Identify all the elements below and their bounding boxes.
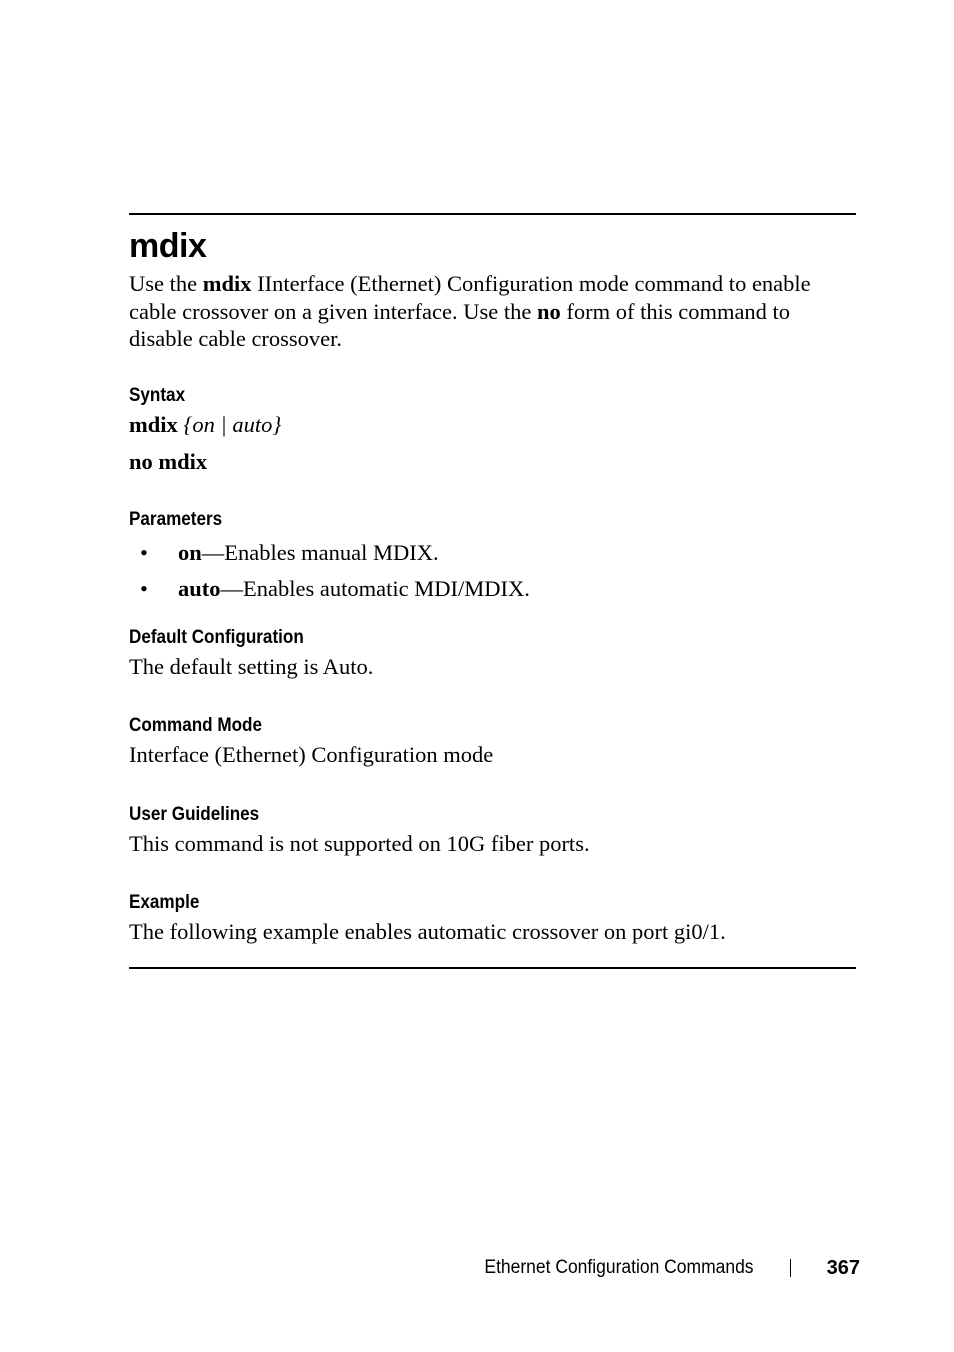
list-item: [129, 575, 856, 603]
user-guidelines-section: [129, 803, 856, 858]
bullet: •: [140, 576, 148, 601]
command-keyword: mdix: [202, 271, 252, 296]
example-heading: Example: [129, 892, 200, 913]
intro-paragraph: Use the mdix IInterface (Ethernet) Configuration mode command to enable cable crossover on a given interface. Use the no form of this command to disable cable crossover.: [129, 271, 811, 351]
user-guidelines-heading: User Guidelines: [129, 803, 260, 825]
page-number: 367: [826, 1256, 860, 1279]
param-term: auto: [178, 576, 221, 601]
param-desc: —Enables automatic MDI/MDIX.: [220, 576, 530, 601]
default-configuration-section: [129, 626, 856, 681]
parameters-list: [129, 539, 856, 603]
page-footer: [461, 1254, 860, 1282]
param-term: on: [178, 539, 202, 565]
parameters-heading: Parameters: [129, 508, 223, 530]
syntax-line-2: no mdix: [129, 449, 208, 474]
bottom-rule: [129, 967, 856, 969]
example-text: The following example enables automatic crossover on port gi0/1.: [129, 919, 726, 944]
parameters-section: [129, 508, 856, 603]
page-title: mdix: [129, 227, 207, 265]
command-mode-text: Interface (Ethernet) Configuration mode: [129, 742, 494, 767]
command-mode-heading: Command Mode: [129, 715, 263, 736]
default-configuration-text: The default setting is Auto.: [129, 653, 374, 679]
footer-separator: [790, 1259, 791, 1277]
list-item: [129, 539, 856, 567]
top-rule: [129, 213, 856, 215]
default-configuration-heading: Default Configuration: [129, 626, 304, 648]
syntax-section: [129, 384, 856, 476]
example-section: [129, 891, 856, 946]
param-desc: —Enables manual MDIX.: [201, 539, 439, 565]
syntax-line-1: mdix {on | auto}: [129, 411, 282, 437]
footer-section-title: Ethernet Configuration Commands: [484, 1257, 754, 1278]
command-section: [129, 224, 856, 946]
syntax-heading: Syntax: [129, 384, 186, 406]
no-keyword: no: [536, 298, 561, 324]
user-guidelines-text: This command is not supported on 10G fiber ports.: [129, 830, 590, 856]
bullet: •: [140, 539, 148, 565]
command-mode-section: [129, 714, 856, 769]
